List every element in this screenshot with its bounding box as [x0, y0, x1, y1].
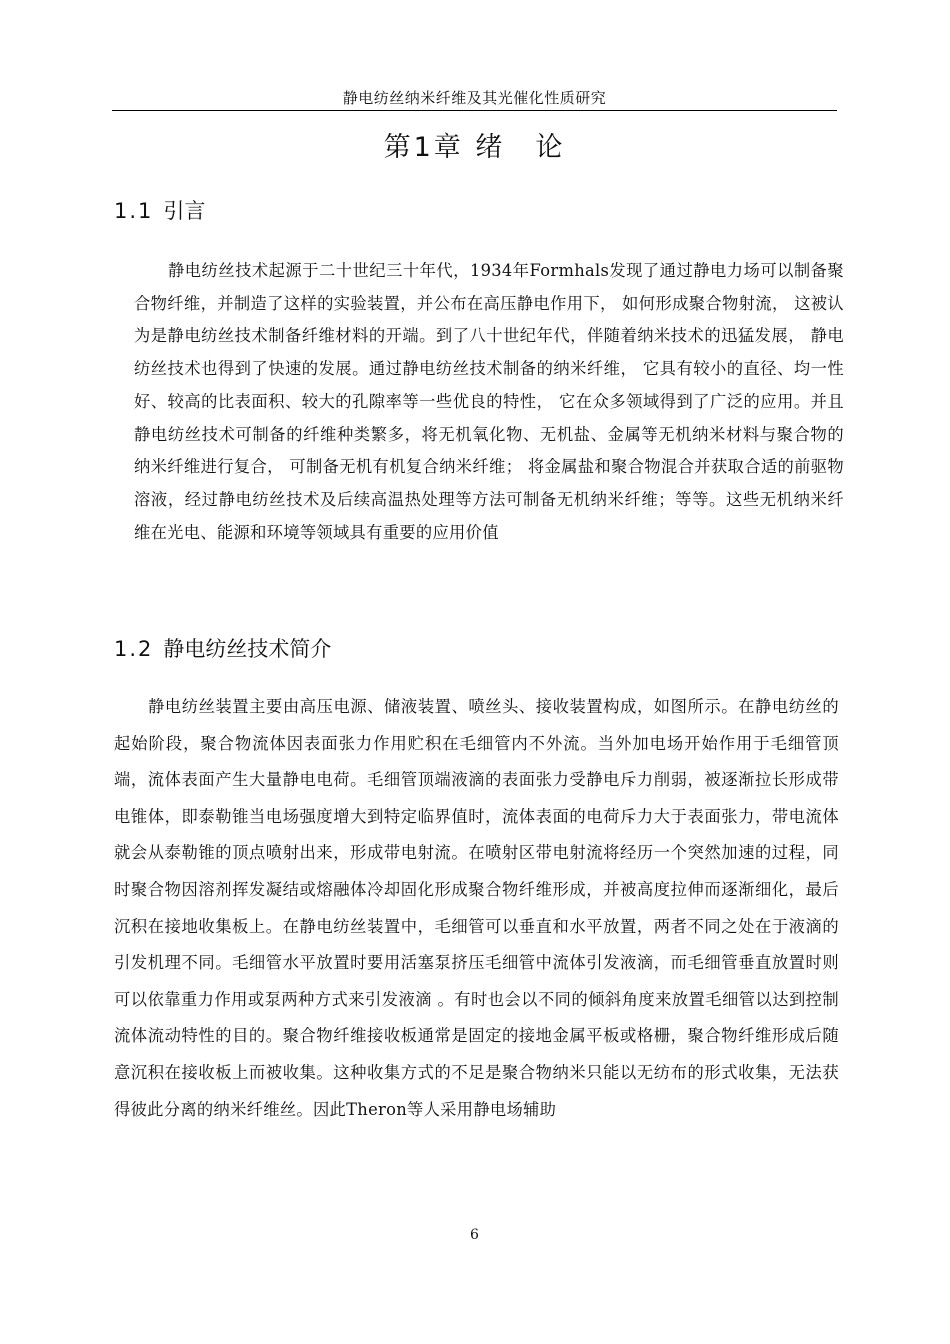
section-title: 静电纺丝技术简介 [163, 637, 332, 661]
chapter-title: 第1章 绪 论 [383, 132, 566, 163]
introduction-paragraph: 静电纺丝技术起源于二十世纪三十年代，1934年Formhals发现了通过静电力场可以制备聚合物纤维，并制造了这样的实验装置，并公布在高压静电作用下， 如何形成聚合物射流， 这被认为是静电纺丝技术制备纤维材料的开端。到了八十世纪年代，伴随着纳米技术的迅猛发展， 静电纺丝技术也得到了快速的发展。通过静电纺丝技术制备的纳米纤维， 它具有较小的直径、均一性好、较高的比表面积、较大的孔隙率等一些优良的特性， 它在众多领域得到了广泛的应用。并且静电纺丝技术可制备的纤维种类繁多，将无机氧化物、无机盐、金属等无机纳米材料与聚合物的纳米纤维进行复合， 可制备无机有机复合纳米纤维； 将金属盐和聚合物混合并获取合适的前驱物溶液，经过静电纺丝技术及后续高温热处理等方法可制备无机纳米纤维；等等。这些无机纳米纤维在光电、能源和环境等领域具有重要的应用价值 [134, 261, 844, 542]
section-number: 1.2 [114, 637, 154, 661]
running-header: 静电纺丝纳米纤维及其光催化性质研究 [342, 89, 607, 107]
section-heading-electrospinning-overview [114, 634, 331, 664]
section-title: 引言 [163, 199, 206, 223]
section-number: 1.1 [114, 199, 154, 223]
electrospinning-overview-paragraph: 静电纺丝装置主要由高压电源、储液装置、喷丝头、接收装置构成，如图所示。在静电纺丝的起始阶段，聚合物流体因表面张力作用贮积在毛细管内不外流。当外加电场开始作用于毛细管顶端，流体表面产生大量静电电荷。毛细管顶端液滴的表面张力受静电斥力削弱，被逐渐拉长形成带电锥体，即泰勒锥当电场强度增大到特定临界值时，流体表面的电荷斥力大于表面张力，带电流体就会从泰勒锥的顶点喷射出来，形成带电射流。在喷射区带电射流将经历一个突然加速的过程，同时聚合物因溶剂挥发凝结或熔融体冷却固化形成聚合物纤维形成，并被高度拉伸而逐渐细化，最后沉积在接地收集板上。在静电纺丝装置中，毛细管可以垂直和水平放置，两者不同之处在于液滴的引发机理不同。毛细管水平放置时要用活塞泵挤压毛细管中流体引发液滴，而毛细管垂直放置时则可以依靠重力作用或泵两种方式来引发液滴 。有时也会以不同的倾斜角度来放置毛细管以达到控制流体流动特性的目的。聚合物纤维接收板通常是固定的接地金属平板或格栅，聚合物纤维形成后随意沉积在接收板上而被收集。这种收集方式的不足是聚合物纳米只能以无纺布的形式收集，无法获得彼此分离的纳米纤维丝。因此Theron等人采用静电场辅助 [114, 697, 839, 1119]
page-number: 6 [470, 1227, 479, 1243]
section-heading-introduction [114, 196, 205, 226]
header-rule [112, 110, 837, 111]
